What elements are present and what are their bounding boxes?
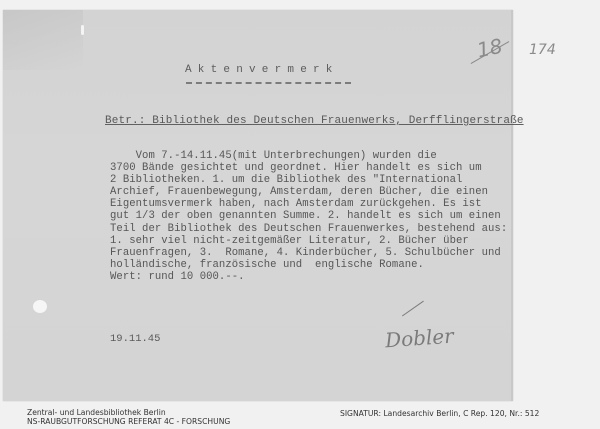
memo-date: 19.11.45 (110, 333, 161, 345)
body-line: 1. sehr viel nicht-zeitgemäßer Literatur, 2. Bücher über (110, 234, 469, 247)
footer-signatur: SIGNATUR: Landesarchiv Berlin, C Rep. 120, Nr.: 512 (340, 409, 540, 418)
document-heading: Aktenvermerk (185, 64, 339, 76)
handwritten-page-number: 174 (529, 42, 556, 58)
body-line: 2 Bibliotheken. 1. um die Bibliothek des "International (110, 174, 463, 187)
fold-shadow (3, 10, 83, 70)
body-line: Wert: rund 10 000.--. (110, 270, 245, 283)
body-line: Frauenfragen, 3. Romane, 4. Kinderbücher, 5. Schulbücher und (110, 246, 501, 259)
punch-hole (33, 300, 47, 313)
handwritten-old-page-number: 18 (474, 33, 505, 63)
body-line: Archief, Frauenbewegung, Amsterdam, deren Bücher, die einen (110, 186, 489, 199)
body-line: Eigentumsvermerk haben, nach Amsterdam zurückgehen. Es ist (110, 198, 482, 211)
body-line: gut 1/3 der oben genannten Summe. 2. handelt es sich um einen (110, 210, 501, 223)
footer-institution-name: Zentral- und Landesbibliothek Berlin (27, 408, 166, 417)
signature: Dobler (384, 323, 455, 353)
footer-department: NS-RAUBGUTFORSCHUNG REFERAT 4C - FORSCHUNG (27, 417, 231, 426)
footer-institution (27, 408, 230, 426)
body-line: Teil der Bibliothek des Deutschen Frauenwerkes, bestehend aus: (110, 222, 508, 235)
memo-body (110, 150, 580, 283)
body-line: Vom 7.-14.11.45(mit Unterbrechungen) wurden die (110, 150, 437, 162)
body-line: holländische, französische und englische Romane. (110, 258, 424, 271)
paper-tear (81, 25, 84, 35)
heading-underline (186, 82, 351, 86)
body-line: 3700 Bände gesichtet und geordnet. Hier handelt es sich um (110, 162, 482, 175)
subject-line: Betr.: Bibliothek des Deutschen Frauenwerks, Derfflingerstraße (105, 115, 524, 127)
